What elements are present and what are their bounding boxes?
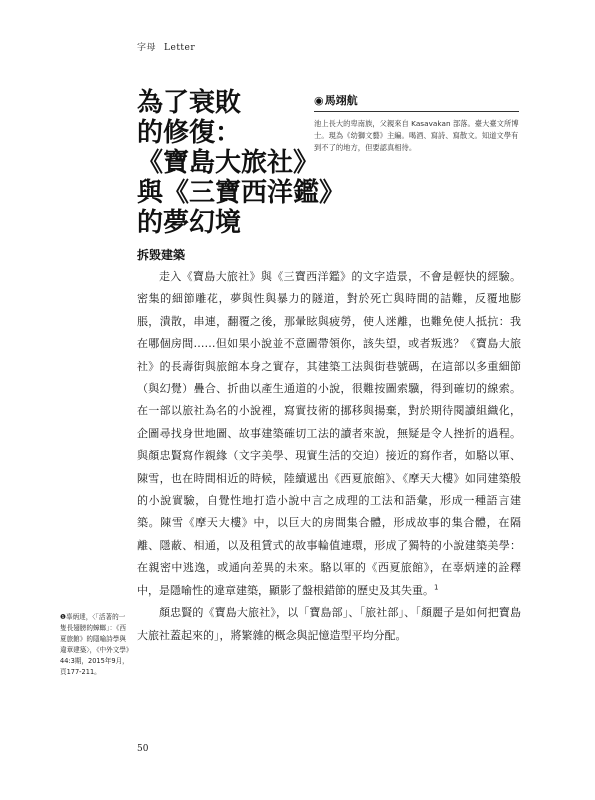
title-line: 與《三寶西洋鑑》 [137,178,346,208]
header-section-en: Letter [164,43,196,53]
author-block [314,92,519,154]
body-paragraph [137,602,521,647]
footnote [60,612,130,678]
page-number: 50 [137,744,149,754]
section-heading: 拆毀建築 [137,248,186,262]
paragraph-text: 走入《寶島大旅社》與《三寶西洋鑑》的文字造景，不會是輕快的經驗。密集的細節雕花，夢與性與暴力的隧道，對於死亡與時間的詰難，反覆地膨脹，潰散，串連，翻覆之後，那暈眩與疲勞，使人迷離，也難免使人抵抗：我在哪個房間……但如果小說並不意圖帶領你，該失望，或者叛逃？《寶島大旅社》的長壽街與旅館本身之實存，其建築工法與街巷號碼，在這部以多重細節（與幻覺）疊合、折曲以產生通道的小說，很難按圖索驥，得到確切的線索。在一部以旅社為名的小說裡，寫實技術的挪移與揚棄，對於期待閱讀組織化，企圖尋找身世地圖、故事建築確切工法的讀者來說，無疑是令人挫折的過程。與顏忠賢寫作親緣（文字美學、現實生活的交迫）接近的寫作者，如駱以軍、陳雪，也在時間相近的時候，陸續遞出《西夏旅館》、《摩天大樓》如同建築般的小說實驗，自覺性地打造小說中言之成理的工法和語彙，形成一種語言建築。陳雪《摩天大樓》中，以巨大的房間集合體，形成故事的集合體，在隔離、隱蔽、相通，以及租賃式的故事輪值連環，形成了獨特的小說建築美學：在親密中逃逸，或通向差異的未來。駱以軍的《西夏旅館》，在辜炳達的詮釋中，是隱喻性的違章建築，顯影了盤根錯節的歷史及其失重。 [137,270,521,597]
title-line: 的夢幻境 [137,208,242,238]
footnote-reference[interactable]: 1 [434,583,439,592]
header-section-zh: 字母 [137,43,157,53]
footnote-text: 辜炳達，〈「活著的一隻長翅膀的蟑螂」：《西夏旅館》的隱喻詩學與違章建築〉，《中外文學》44:3期，2015年9月，頁177-211。 [60,613,130,676]
body-paragraph [137,266,521,602]
footnote-marker-icon: ❶ [60,613,66,621]
article-body [137,266,521,647]
author-name-line [314,92,519,112]
author-name: 馬翊航 [324,94,358,107]
title-line: 的修復： [137,118,242,148]
author-bio: 池上長大的卑南族，父親來自 Kasavakan 部落。臺大臺文所博士。現為《幼獅文藝》主編。喝酒、寫詩、寫散文。知道文學有到不了的地方，但要認真相待。 [314,119,519,152]
title-line: 為了衰敗 [137,88,242,118]
author-marker-icon: ◉ [314,94,324,107]
title-line: 《寶島大旅社》 [137,148,320,178]
running-header [137,40,195,53]
paragraph-text: 顏忠賢的《寶島大旅社》，以「寶島部」、「旅社部」、「顏麗子是如何把寶島大旅社蓋起來的」，將繁雜的概念與記憶造型平均分配。 [137,606,521,642]
